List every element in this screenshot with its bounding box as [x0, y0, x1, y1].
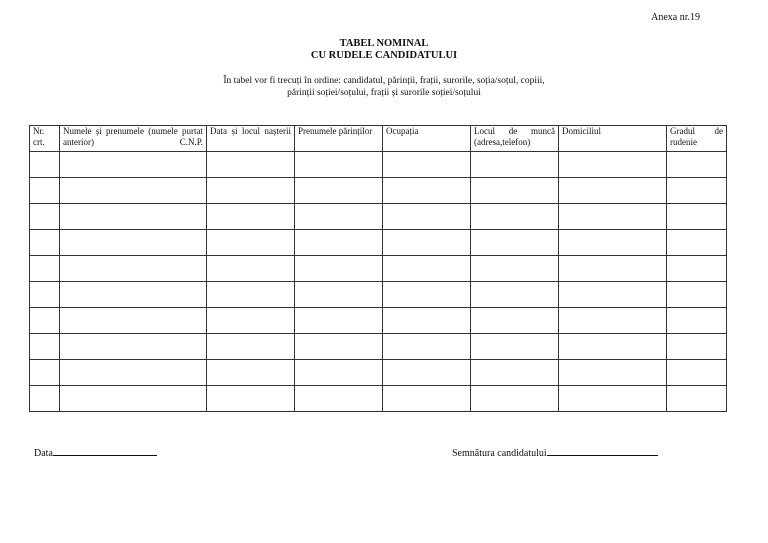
table-cell[interactable] — [667, 386, 727, 412]
table-cell[interactable] — [295, 282, 383, 308]
title-line-2: CU RUDELE CANDIDATULUI — [310, 50, 458, 61]
table-cell[interactable] — [207, 360, 295, 386]
table-cell[interactable] — [471, 360, 559, 386]
signature-label: Semnătura candidatului — [452, 448, 547, 459]
instructions-line-1: În tabel vor fi trecuți în ordine: candidatul, părinții, frații, surorile, soția/soțul, copiii, — [223, 76, 545, 86]
table-cell[interactable] — [559, 256, 667, 282]
table-cell[interactable] — [60, 230, 207, 256]
table-cell[interactable] — [559, 282, 667, 308]
table-cell[interactable] — [559, 360, 667, 386]
table-cell[interactable] — [559, 308, 667, 334]
table-cell[interactable] — [383, 230, 471, 256]
document-title — [0, 38, 768, 62]
header-kinship-degree: Gradul de rudenie — [667, 126, 727, 152]
table-row — [30, 204, 727, 230]
table-cell[interactable] — [667, 334, 727, 360]
table-row — [30, 386, 727, 412]
table-cell[interactable] — [471, 152, 559, 178]
table-cell[interactable] — [383, 178, 471, 204]
table-row — [30, 152, 727, 178]
table-cell[interactable] — [559, 334, 667, 360]
header-occupation: Ocupația — [383, 126, 471, 152]
table-cell[interactable] — [207, 204, 295, 230]
table-cell[interactable] — [383, 334, 471, 360]
signature-blank-line[interactable] — [547, 447, 658, 456]
table-cell[interactable] — [30, 256, 60, 282]
header-domicile: Domiciliul — [559, 126, 667, 152]
table-cell[interactable] — [667, 230, 727, 256]
date-label: Data — [34, 448, 53, 459]
table-cell[interactable] — [60, 204, 207, 230]
table-cell[interactable] — [295, 178, 383, 204]
date-blank-line[interactable] — [53, 447, 157, 456]
table-cell[interactable] — [295, 334, 383, 360]
header-name-cnp: Numele și prenumele (numele purtat anterior) C.N.P. — [60, 126, 207, 152]
header-birth-date-place: Data și locul nașterii — [207, 126, 295, 152]
table-cell[interactable] — [207, 256, 295, 282]
table-cell[interactable] — [471, 386, 559, 412]
table-header-row — [30, 126, 727, 152]
table-cell[interactable] — [383, 360, 471, 386]
table-cell[interactable] — [60, 334, 207, 360]
table-row — [30, 178, 727, 204]
table-cell[interactable] — [471, 282, 559, 308]
table-row — [30, 308, 727, 334]
table-cell[interactable] — [383, 256, 471, 282]
table-cell[interactable] — [60, 386, 207, 412]
table-cell[interactable] — [295, 152, 383, 178]
annex-number: Anexa nr.19 — [651, 12, 700, 23]
table-row — [30, 230, 727, 256]
table-cell[interactable] — [383, 204, 471, 230]
table-cell[interactable] — [295, 386, 383, 412]
instructions-line-2: părinții soției/soțului, frații și surorile soției/soțului — [287, 87, 481, 98]
table-cell[interactable] — [471, 334, 559, 360]
signature-field — [452, 447, 658, 459]
table-cell[interactable] — [30, 386, 60, 412]
table-row — [30, 282, 727, 308]
table-cell[interactable] — [60, 282, 207, 308]
table-cell[interactable] — [559, 152, 667, 178]
table-cell[interactable] — [207, 386, 295, 412]
table-cell[interactable] — [471, 178, 559, 204]
table-cell[interactable] — [471, 308, 559, 334]
date-field — [34, 447, 157, 459]
table-cell[interactable] — [30, 308, 60, 334]
table-cell[interactable] — [60, 308, 207, 334]
table-cell[interactable] — [559, 178, 667, 204]
table-cell[interactable] — [667, 308, 727, 334]
table-cell[interactable] — [667, 178, 727, 204]
table-cell[interactable] — [207, 282, 295, 308]
table-cell[interactable] — [559, 386, 667, 412]
table-cell[interactable] — [60, 256, 207, 282]
table-cell[interactable] — [60, 178, 207, 204]
table-cell[interactable] — [30, 334, 60, 360]
table-cell[interactable] — [383, 282, 471, 308]
table-cell[interactable] — [207, 334, 295, 360]
table-cell[interactable] — [30, 152, 60, 178]
table-cell[interactable] — [30, 230, 60, 256]
table-cell[interactable] — [559, 204, 667, 230]
table-cell[interactable] — [207, 308, 295, 334]
title-line-1: TABEL NOMINAL — [339, 38, 429, 49]
table-cell[interactable] — [295, 360, 383, 386]
table-cell[interactable] — [60, 360, 207, 386]
table-cell[interactable] — [295, 256, 383, 282]
header-nr-crt: Nr. crt. — [30, 126, 60, 152]
table-cell[interactable] — [471, 256, 559, 282]
table-cell[interactable] — [295, 204, 383, 230]
table-cell[interactable] — [207, 230, 295, 256]
table-row — [30, 360, 727, 386]
table-row — [30, 256, 727, 282]
table-cell[interactable] — [471, 230, 559, 256]
table-cell[interactable] — [667, 204, 727, 230]
table-cell[interactable] — [295, 230, 383, 256]
table-cell[interactable] — [30, 282, 60, 308]
header-parents-names: Prenumele părinților — [295, 126, 383, 152]
table-cell[interactable] — [667, 256, 727, 282]
table-body — [30, 152, 727, 412]
header-workplace: Locul de muncă (adresa,telefon) — [471, 126, 559, 152]
relatives-table — [29, 125, 727, 412]
table-cell[interactable] — [207, 152, 295, 178]
table-cell[interactable] — [559, 230, 667, 256]
table-cell[interactable] — [295, 308, 383, 334]
table-cell[interactable] — [30, 178, 60, 204]
table-cell[interactable] — [667, 152, 727, 178]
table-cell[interactable] — [667, 360, 727, 386]
table-cell[interactable] — [30, 204, 60, 230]
table-cell[interactable] — [60, 152, 207, 178]
table-cell[interactable] — [207, 178, 295, 204]
table-cell[interactable] — [30, 360, 60, 386]
table-cell[interactable] — [383, 386, 471, 412]
instructions — [0, 76, 768, 99]
table-cell[interactable] — [471, 204, 559, 230]
table-cell[interactable] — [383, 152, 471, 178]
table-cell[interactable] — [667, 282, 727, 308]
table-row — [30, 334, 727, 360]
table-cell[interactable] — [383, 308, 471, 334]
